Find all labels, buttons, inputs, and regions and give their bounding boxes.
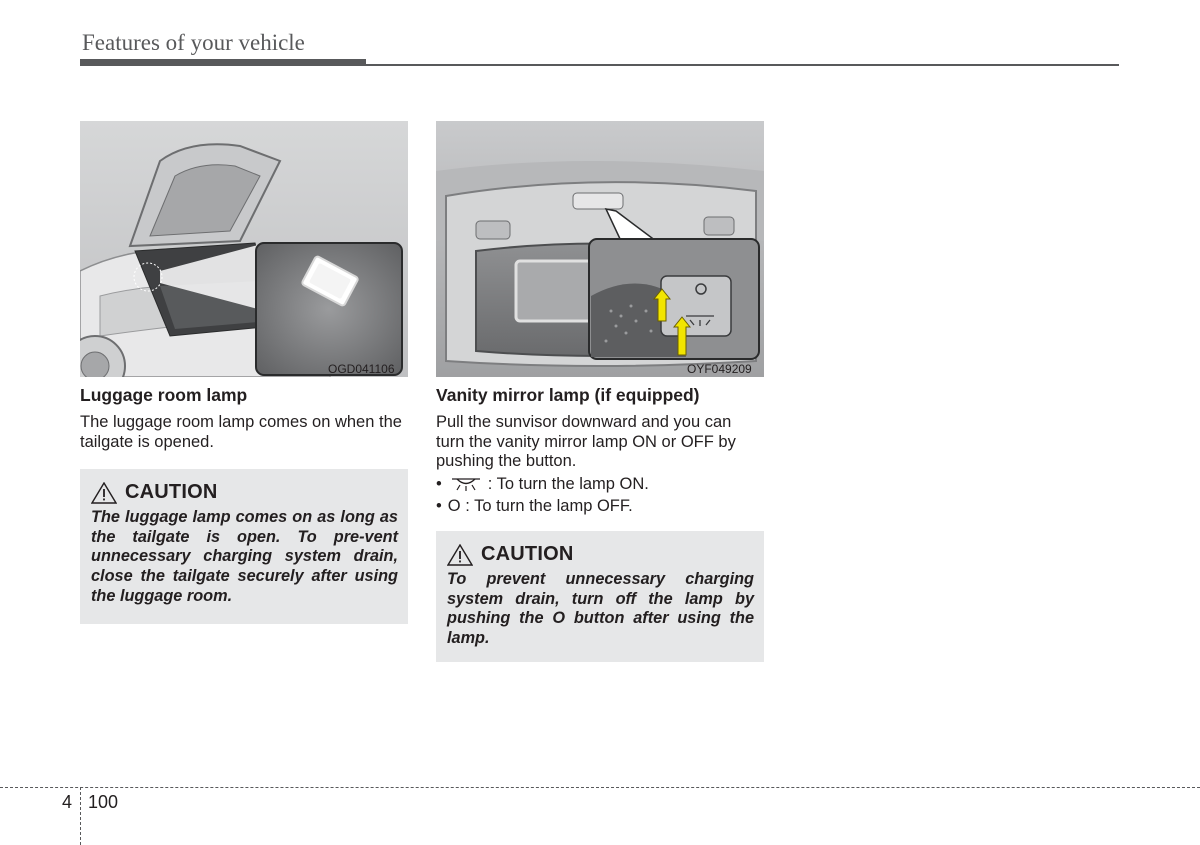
chapter-number: 4 bbox=[62, 792, 73, 812]
bullet-marker: • bbox=[436, 474, 442, 493]
caution-title: CAUTION bbox=[481, 543, 574, 565]
vanity-lamp-illustration bbox=[436, 121, 764, 377]
warning-triangle-icon bbox=[91, 482, 117, 504]
footer-dashed-rule bbox=[0, 787, 1200, 788]
section-title: Luggage room lamp bbox=[80, 385, 248, 405]
section-body: The luggage room lamp comes on when the tailgate is opened. bbox=[80, 413, 402, 451]
figure-code: OGD041106 bbox=[328, 362, 395, 376]
warning-triangle-icon bbox=[447, 544, 473, 566]
caution-box bbox=[80, 469, 408, 624]
bullet-text: O : To turn the lamp OFF. bbox=[447, 497, 633, 515]
section-body: Pull the sunvisor downward and you can turn the vanity mirror lamp ON or OFF by pushing the button. bbox=[436, 413, 736, 470]
header-rule-thin bbox=[366, 64, 1119, 66]
caution-box bbox=[436, 531, 764, 662]
bullet-lamp-on bbox=[436, 475, 764, 495]
left-column bbox=[80, 384, 408, 452]
caution-header bbox=[91, 481, 398, 504]
right-column bbox=[436, 384, 764, 517]
bullet-text: : To turn the lamp ON. bbox=[487, 474, 649, 493]
bullet-marker: • bbox=[436, 497, 442, 515]
section-title: Vanity mirror lamp (if equipped) bbox=[436, 385, 700, 405]
caution-text: The luggage lamp comes on as long as the tailgate is open. To pre-vent unnecessary charging system drain, close the tailgate securely after using the luggage room. bbox=[91, 508, 398, 605]
caution-text: To prevent unnecessary charging system drain, turn off the lamp by pushing the O button after using the lamp. bbox=[447, 570, 754, 648]
bullet-lamp-off bbox=[436, 497, 764, 517]
header-rule-thick bbox=[80, 59, 366, 66]
page-header-title: Features of your vehicle bbox=[82, 30, 305, 55]
page-number-value: 100 bbox=[88, 792, 119, 812]
figure-code: OYF049209 bbox=[687, 362, 752, 376]
lamp-on-icon bbox=[448, 476, 484, 492]
page-number bbox=[62, 792, 118, 813]
caution-header bbox=[447, 543, 754, 566]
luggage-lamp-illustration bbox=[80, 121, 408, 377]
caution-title: CAUTION bbox=[125, 481, 218, 503]
